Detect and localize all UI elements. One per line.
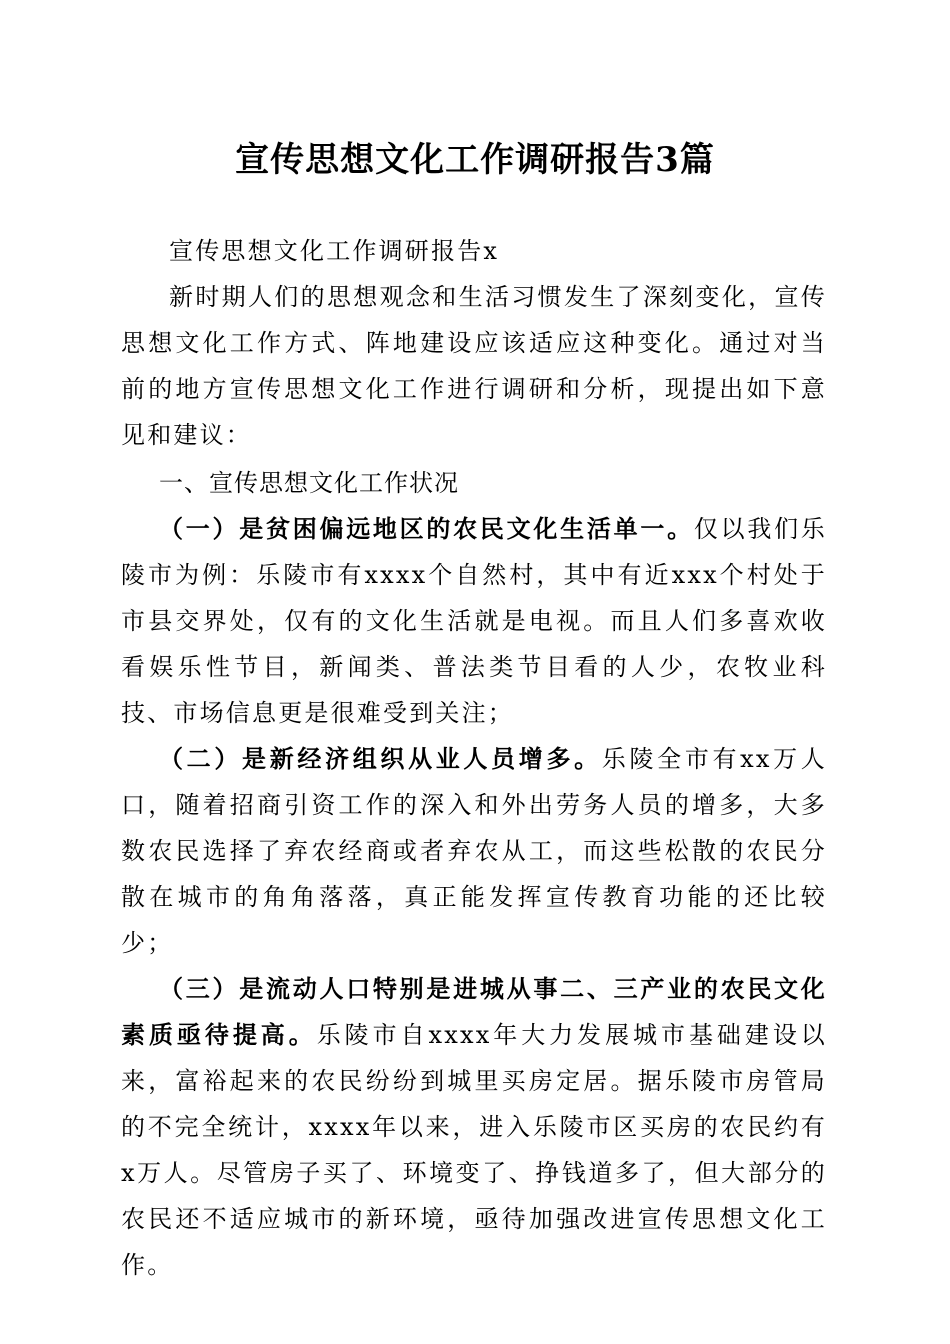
item-paragraph-2 (121, 736, 827, 966)
document-title: 宣传思想文化工作调研报告3篇 (235, 140, 715, 180)
item-paragraph-1 (121, 506, 827, 736)
document-body (121, 228, 827, 1288)
item-body-3: 乐陵市自xxxx年大力发展城市基础建设以来，富裕起来的农民纷纷到城里买房定居。据乐陵市房管局的不完全统计，xxxx年以来，进入乐陵市区买房的农民约有x万人。尽管房子买了、环境变了、挣钱道多了，但大部分的农民还不适应城市的新环境，亟待加强改进宣传思想文化工作。 (121, 1021, 827, 1279)
section-heading-1: 一、宣传思想文化工作状况 (159, 469, 459, 497)
item-lead-1: （一）是贫困偏远地区的农民文化生活单一。 (159, 514, 694, 543)
item-lead-3: （三）是流动人口特别是进城从事二、三产业的农民文化素质亟待提高。 (121, 974, 827, 1049)
report-subtitle: 宣传思想文化工作调研报告x (169, 237, 500, 265)
item-lead-2: （二）是新经济组织从业人员增多。 (159, 744, 602, 773)
item-body-1: 仅以我们乐陵市为例：乐陵市有xxxx个自然村，其中有近xxx个村处于市县交界处，仅有的文化生活就是电视。而且人们多喜欢收看娱乐性节目，新闻类、普法类节目看的人少，农牧业科技、市场信息更是很难受到关注； (121, 515, 828, 727)
item-paragraph-3 (121, 966, 827, 1288)
intro-paragraph: 新时期人们的思想观念和生活习惯发生了深刻变化，宣传思想文化工作方式、阵地建设应该适应这种变化。通过对当前的地方宣传思想文化工作进行调研和分析，现提出如下意见和建议： (121, 283, 827, 449)
item-body-2: 乐陵全市有xx万人口，随着招商引资工作的深入和外出劳务人员的增多，大多数农民选择了弃农经商或者弃农从工，而这些松散的农民分散在城市的角角落落，真正能发挥宣传教育功能的还比较少； (121, 745, 827, 957)
